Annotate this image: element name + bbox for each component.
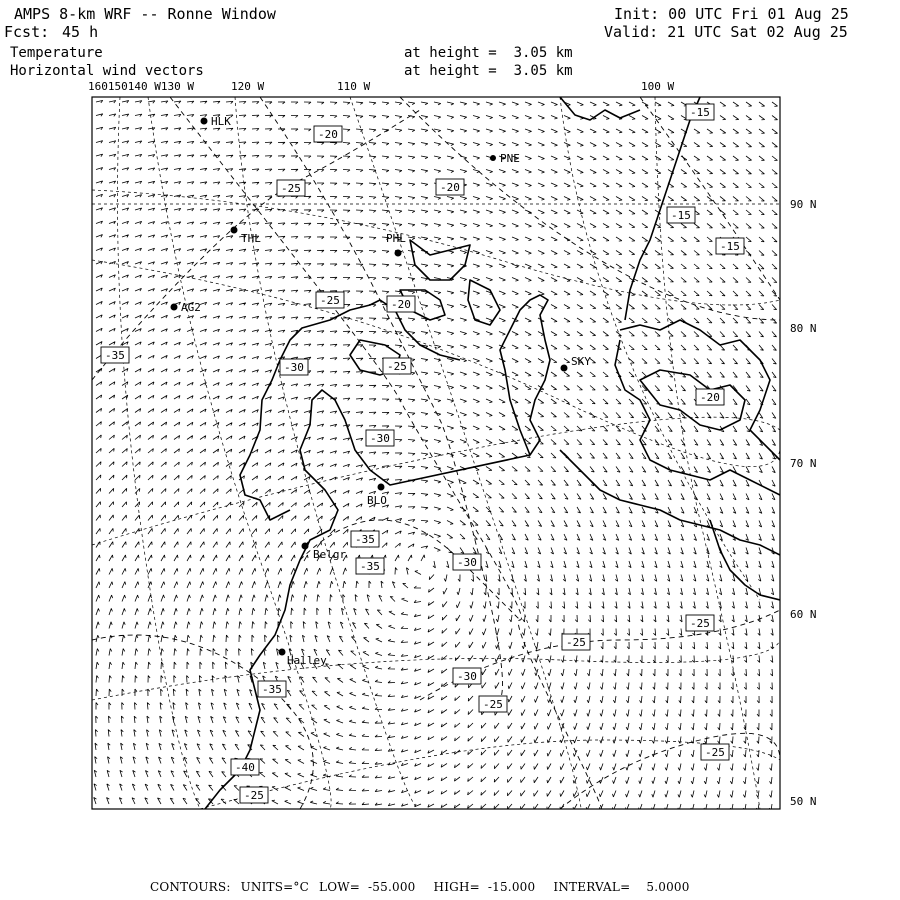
contour-info	[150, 880, 696, 894]
contour-line	[92, 635, 313, 809]
contour-line	[420, 610, 780, 700]
contour-label	[686, 104, 714, 120]
map-title: AMPS 8-km WRF -- Ronne Window	[14, 5, 276, 23]
svg-text:-25: -25	[281, 182, 301, 195]
contour-label	[453, 668, 481, 684]
island	[410, 240, 470, 280]
contour-label	[231, 759, 259, 775]
lat-label-50n: 50 N	[790, 795, 817, 808]
station-thl	[231, 227, 262, 246]
station-ag2	[171, 301, 201, 314]
field1-height: at height = 3.05 km	[404, 45, 573, 61]
contour-label	[701, 744, 729, 760]
lon-label-100w: 100 W	[641, 80, 675, 93]
svg-text:-25: -25	[566, 636, 586, 649]
station-label: Halley	[287, 654, 327, 667]
contour-label	[686, 615, 714, 631]
svg-text:-35: -35	[262, 683, 282, 696]
station-label: BLO	[367, 494, 387, 507]
svg-text:-30: -30	[284, 361, 304, 374]
contour-line	[92, 110, 420, 380]
svg-text:-25: -25	[705, 746, 725, 759]
field2-name: Horizontal wind vectors	[10, 63, 204, 79]
station-label: THL	[241, 232, 261, 245]
lat-labels	[790, 198, 817, 808]
contour-line	[400, 97, 780, 320]
lon-label-110w: 110 W	[337, 80, 371, 93]
station-sky	[561, 355, 592, 372]
station-label: PNE	[500, 152, 520, 165]
lat-label-80n: 80 N	[790, 322, 817, 335]
station-pne	[490, 152, 520, 165]
contour-label	[387, 296, 415, 312]
svg-text:-25: -25	[244, 789, 264, 802]
svg-text:-20: -20	[318, 128, 338, 141]
valid-time: Valid: 21 UTC Sat 02 Aug 25	[604, 23, 848, 41]
island	[468, 280, 500, 325]
svg-text:-15: -15	[720, 240, 740, 253]
coastline	[560, 97, 640, 120]
svg-text:-30: -30	[370, 432, 390, 445]
contour-label	[316, 292, 344, 308]
high-value: HIGH= -15.000	[433, 880, 536, 894]
station-label: HLK	[211, 115, 231, 128]
station-label: Belgr	[313, 548, 347, 561]
svg-text:-20: -20	[391, 298, 411, 311]
contour-label	[716, 238, 744, 254]
contour-label	[314, 126, 342, 142]
interval-value: INTERVAL= 5.0000	[553, 880, 690, 894]
svg-text:-15: -15	[690, 106, 710, 119]
contour-label	[351, 531, 379, 547]
contour-label	[280, 359, 308, 375]
svg-text:-40: -40	[235, 761, 255, 774]
station-blo	[367, 484, 387, 508]
contour-label	[436, 179, 464, 195]
forecast-label: Fcst:	[4, 23, 50, 41]
contour-label	[667, 207, 695, 223]
field2-height: at height = 3.05 km	[404, 63, 573, 79]
svg-text:-25: -25	[320, 294, 340, 307]
svg-text:-35: -35	[105, 349, 125, 362]
lon-labels	[88, 80, 674, 93]
contour-label	[453, 554, 481, 570]
field1-name: Temperature	[10, 45, 103, 61]
svg-text:-25: -25	[483, 698, 503, 711]
contour-label	[366, 430, 394, 446]
contour-label	[101, 347, 129, 363]
station-label: AG2	[181, 301, 201, 314]
svg-text:-20: -20	[440, 181, 460, 194]
contour-line	[560, 733, 780, 809]
contours-label: CONTOURS:	[150, 880, 231, 894]
contour-label	[479, 696, 507, 712]
lat-70-line	[92, 417, 780, 545]
contour-label	[277, 180, 305, 196]
lon-label-cluster: 160150140 W130 W	[88, 80, 194, 93]
contour-label	[240, 787, 268, 803]
low-value: LOW= -55.000	[319, 880, 416, 894]
svg-text:-25: -25	[690, 617, 710, 630]
lat-label-90n: 90 N	[790, 198, 817, 211]
lat-75-line	[92, 260, 780, 467]
lat-label-70n: 70 N	[790, 457, 817, 470]
units-label: UNITS=°C	[240, 880, 310, 894]
station-label: PHL	[386, 232, 406, 245]
svg-text:-30: -30	[457, 670, 477, 683]
svg-text:-35: -35	[355, 533, 375, 546]
contour-label	[696, 389, 724, 405]
svg-text:-30: -30	[457, 556, 477, 569]
station-label: SKY	[571, 355, 591, 368]
contour-label	[258, 681, 286, 697]
svg-text:-35: -35	[360, 560, 380, 573]
contour-label	[383, 358, 411, 374]
coastline	[710, 520, 780, 600]
ice-shelf-coast	[205, 390, 530, 809]
forecast-hour: 45 h	[62, 23, 99, 41]
station-halley	[279, 649, 328, 668]
lon-label-120w: 120 W	[231, 80, 265, 93]
svg-text:-20: -20	[700, 391, 720, 404]
lat-label-60n: 60 N	[790, 608, 817, 621]
svg-text:-15: -15	[671, 209, 691, 222]
contour-label	[562, 634, 590, 650]
init-time: Init: 00 UTC Fri 01 Aug 25	[614, 5, 849, 23]
island	[640, 370, 745, 430]
lon-110-line	[350, 97, 583, 830]
contour-label	[356, 558, 384, 574]
svg-text:-25: -25	[387, 360, 407, 373]
